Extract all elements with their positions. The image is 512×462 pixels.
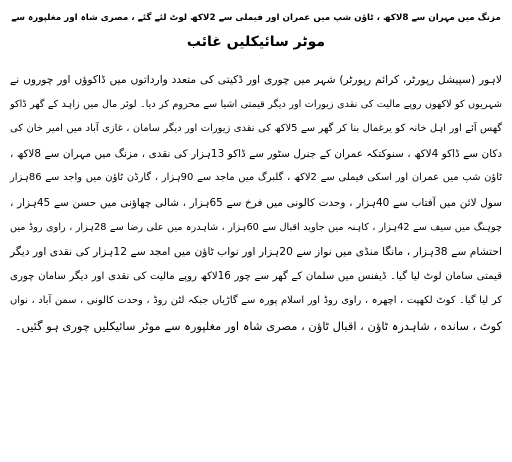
body-line: احتشام سے 38ہزار ، مانگا منڈی میں نواز سے 20ہزار اور نواب ٹاؤن میں امجد سے 12ہزار کی نقدی اور دیگر xyxy=(10,245,502,259)
body-line: سول لائن میں آفتاب سے 40ہزار ، وحدت کالونی میں فرخ سے 65ہزار ، شالی چھاؤنی میں حسن سے 45ہزار ، xyxy=(10,196,502,209)
body-line: کوٹ ، سانده ، شاہدرہ ٹاؤن ، اقبال ٹاؤن ، مصری شاہ اور مغلپورہ سے موٹر سائیکلیں چوری ہو گئیں۔ xyxy=(14,318,502,333)
body-line: کر لیا گیا۔ کوٹ لکھپت ، اچھرہ ، راوی روڈ اور اسلام پورہ سے گاڑیاں جبکہ لٹن روڈ ، وحدت کالونی ، سمن آباد ، نواں xyxy=(10,295,502,307)
body-line: دکان سے ڈاکو 4لاکھ ، سنوکتکہ عمران کے جنرل سٹور سے ڈاکو 13ہزار کی نقدی ، مزنگ میں مہران سے 8لاکھ ، xyxy=(10,147,503,160)
headline xyxy=(10,6,502,54)
body-line: لاہور (سپیشل رپورٹر، کرائم رپورٹر) شہر میں چوری اور ڈکیتی کی متعدد وارداتوں میں ڈاکوؤں اور چوروں نے xyxy=(10,73,502,86)
headline-line-2: موٹر سائیکلیں غائب xyxy=(186,34,326,50)
headline-line-1: مزنگ میں مہران سے 8لاکھ ، ٹاؤن شپ میں عمران اور فیملی سے 2لاکھ لوٹ لئے گئے ، مصری شاہ اور مغلپورہ سے xyxy=(11,13,501,23)
body-line: شہریوں کو لاکھوں روپے مالیت کی نقدی زیورات اور دیگر قیمتی اشیا سے محروم کر دیا۔ لوئر مال میں زاہد کے گھر ڈاکو xyxy=(10,98,502,110)
body-line: گھس آئے اور اہل خانہ کو یرغمال بنا کر گھر سے 5لاکھ کی نقدی زیورات اور دیگر سامان ، غازی آباد میں امیر خان کی xyxy=(10,123,503,135)
body-line: ٹاؤن شپ میں عمران اور اسکی فیملی سے 2لاکھ ، گلبرگ میں ماجد سے 90ہزار ، گارڈن ٹاؤن میں واجد سے 86ہزار xyxy=(10,172,502,184)
body-line: قیمتی سامان لوٹ لیا گیا۔ ڈیفنس میں سلمان کے گھر سے چور 16لاکھ روپے مالیت کی نقدی اور دیگر سامان چوری xyxy=(10,270,502,282)
body-line: چوہنگ میں سیف سے 42ہزار ، کاہنہ میں جاوید اقبال سے 60ہزار ، شاہدرہ میں علی رضا سے 28ہزار ، راوی روڈ میں xyxy=(10,221,502,233)
article-body xyxy=(10,68,502,339)
